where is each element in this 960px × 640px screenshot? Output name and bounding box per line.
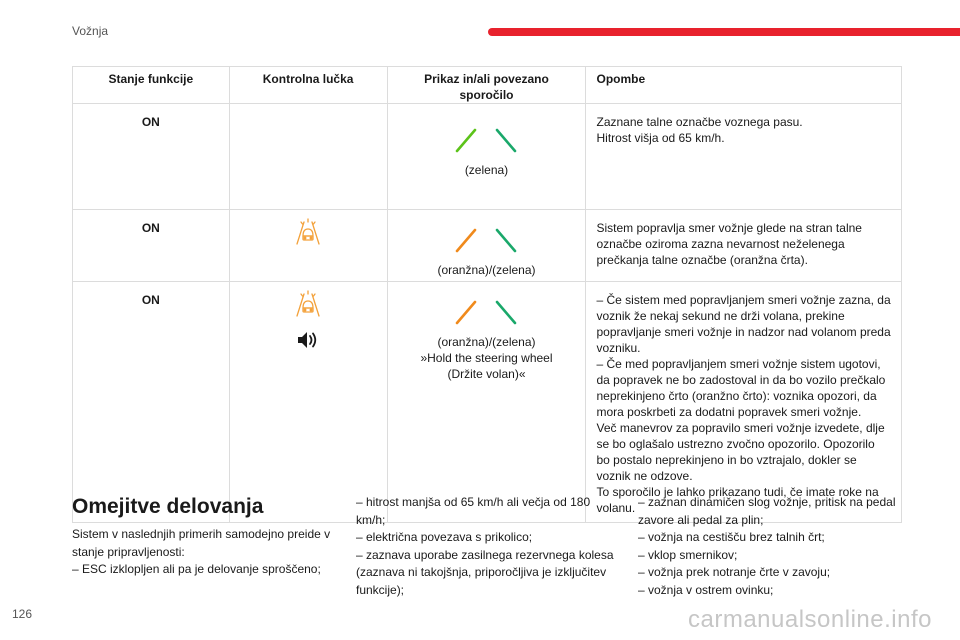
section-title: Vožnja — [72, 24, 109, 38]
lane-lines-orange-green-icon — [451, 290, 521, 330]
state-cell: ON — [73, 104, 230, 210]
table-row — [73, 210, 902, 282]
column-header: Stanje funkcije — [73, 67, 230, 104]
table-row — [73, 104, 902, 210]
display-text: (oranžna)/(zelena) — [437, 263, 536, 277]
lane-assist-status-table — [72, 66, 902, 523]
table-header-row — [73, 67, 902, 104]
speaker-icon — [295, 330, 321, 350]
note-line: Hitrost višja od 65 km/h. — [596, 131, 725, 145]
page-number: 126 — [12, 607, 33, 621]
display-cell — [387, 282, 586, 523]
list-item: – ESC izklopljen ali pa je delovanje sproščeno; — [72, 562, 321, 576]
column-header: Prikaz in/ali povezano sporočilo — [387, 67, 586, 104]
lane-lines-green-green-icon — [451, 118, 521, 158]
list-item: – hitrost manjša od 65 km/h ali večja od 180 km/h; — [356, 495, 591, 527]
lamp-cell — [229, 104, 387, 210]
table-row — [73, 282, 902, 523]
list-item: – vožnja na cestišču brez talnih črt; — [638, 530, 825, 544]
display-text: (oranžna)/(zelena) — [437, 335, 536, 349]
lane-assist-orange-icon — [293, 288, 323, 318]
limits-column-1 — [72, 494, 342, 579]
section-heading: Omejitve delovanja — [72, 495, 264, 518]
list-item: – električna povezava s prikolico; — [356, 530, 533, 544]
list-item: – vožnja v ostrem ovinku; — [638, 582, 774, 597]
note-line: – Če med popravljanjem smeri vožnje sistem ugotovi, da popravek ne bo zadostoval in da bo vozilo prečkalo neprekinjeno črto (oranžno črto): voznika opozori, da mora poskrbeti za dodatni popravek smeri vožnje. — [596, 357, 886, 419]
watermark-text: carmanualsonline.info — [688, 606, 932, 633]
display-cell — [387, 210, 586, 282]
note-line: Sistem popravlja smer vožnje glede na stran talne označbe oziroma zazna nevarnost neželenega prečkanja talne označbe (oranžna črta). — [596, 221, 862, 267]
note-line: Zaznane talne označbe voznega pasu. — [596, 115, 803, 129]
state-cell: ON — [73, 282, 230, 523]
list-item: – zaznava uporabe zasilnega rezervnega kolesa (zaznava ni takojšnja, priporočljiva je izključitev funkcije); — [356, 547, 614, 597]
list-item: – vklop smernikov; — [638, 547, 738, 562]
list-item: – vožnja prek notranje črte v zavoju; — [638, 565, 831, 579]
lane-lines-orange-green-icon — [451, 218, 521, 258]
limits-column-3 — [638, 494, 902, 599]
state-cell: ON — [73, 210, 230, 282]
list-item: – zaznan dinamičen slog vožnje, pritisk na pedal zavore ali pedal za plin; — [638, 495, 896, 527]
notes-cell — [586, 210, 902, 282]
limits-column-2 — [356, 494, 620, 599]
header-accent-bar — [488, 28, 960, 36]
lamp-cell — [229, 210, 387, 282]
display-cell — [387, 104, 586, 210]
note-line: Več manevrov za popravilo smeri vožnje izvedete, dlje se bo oglašalo ustrezno zvočno opozorilo. Opozorilo bo postalo neprekinjeno in bo vztrajalo, dokler se voznik ne odzove. — [596, 421, 885, 483]
lane-assist-orange-icon — [293, 216, 323, 246]
display-text: »Hold the steering wheel — [420, 351, 553, 365]
limits-intro: Sistem v naslednjih primerih samodejno preide v stanje pripravljenosti: — [72, 527, 331, 559]
display-text: (zelena) — [464, 163, 509, 177]
column-header: Kontrolna lučka — [229, 67, 387, 104]
notes-cell — [586, 104, 902, 210]
display-text: (Držite volan)« — [447, 367, 526, 381]
notes-cell — [586, 282, 902, 523]
note-line: To sporočilo je lahko prikazano tudi, če imate roke na volanu. — [596, 485, 879, 515]
column-header: Opombe — [586, 67, 902, 104]
note-line: – Če sistem med popravljanjem smeri vožnje zazna, da voznik že nekaj sekund ne drži volana, prekine popravljanje smeri vožnje in nadzor nad volanom preda vozniku. — [596, 293, 891, 355]
lamp-cell — [229, 282, 387, 523]
